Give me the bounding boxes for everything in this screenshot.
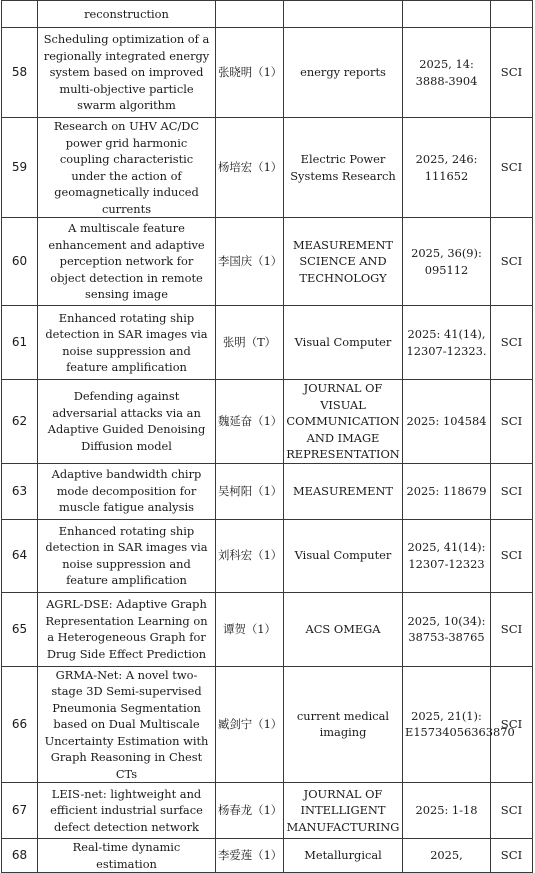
row-number: 62 bbox=[2, 380, 38, 464]
table-row bbox=[2, 1, 533, 28]
journal: JOURNAL OF VISUAL COMMUNICATION AND IMAGE REPRESENTATION bbox=[284, 380, 403, 464]
journal: JOURNAL OF INTELLIGENT MANUFACTURING bbox=[284, 783, 403, 839]
row-number: 60 bbox=[2, 218, 38, 306]
paper-title: A multiscale feature enhancement and adaptive perception network for object detection in remote sensing image bbox=[38, 218, 216, 306]
publication-info: 2025, 21(1): E15734056363870 bbox=[403, 666, 491, 783]
row-number bbox=[2, 1, 38, 28]
author: 谭贺（1） bbox=[216, 592, 284, 666]
author: 张晓明（1） bbox=[216, 28, 284, 118]
author: 李爱莲（1） bbox=[216, 839, 284, 873]
author: 臧剑宁（1） bbox=[216, 666, 284, 783]
paper-title: Enhanced rotating ship detection in SAR images via noise suppression and feature amplification bbox=[38, 519, 216, 592]
table-row bbox=[2, 218, 533, 306]
publication-info bbox=[403, 1, 491, 28]
table-row bbox=[2, 666, 533, 783]
index-type: SCI bbox=[491, 218, 533, 306]
paper-title: Enhanced rotating ship detection in SAR images via noise suppression and feature amplification bbox=[38, 306, 216, 380]
table-row bbox=[2, 783, 533, 839]
author: 张明（T） bbox=[216, 306, 284, 380]
index-type: SCI bbox=[491, 839, 533, 873]
journal: MEASUREMENT SCIENCE AND TECHNOLOGY bbox=[284, 218, 403, 306]
row-number: 61 bbox=[2, 306, 38, 380]
paper-title: reconstruction bbox=[38, 1, 216, 28]
table-row bbox=[2, 592, 533, 666]
journal: energy reports bbox=[284, 28, 403, 118]
paper-title: Research on UHV AC/DC power grid harmonic coupling characteristic under the action of geomagnetically induced currents bbox=[38, 118, 216, 218]
journal bbox=[284, 1, 403, 28]
index-type: SCI bbox=[491, 519, 533, 592]
index-type: SCI bbox=[491, 380, 533, 464]
index-type: SCI bbox=[491, 306, 533, 380]
row-number: 59 bbox=[2, 118, 38, 218]
author: 吴柯阳（1） bbox=[216, 463, 284, 519]
paper-title: Real-time dynamic estimation bbox=[38, 839, 216, 873]
publication-info: 2025: 1-18 bbox=[403, 783, 491, 839]
author bbox=[216, 1, 284, 28]
index-type: SCI bbox=[491, 463, 533, 519]
row-number: 64 bbox=[2, 519, 38, 592]
row-number: 68 bbox=[2, 839, 38, 873]
author: 李国庆（1） bbox=[216, 218, 284, 306]
author: 杨培宏（1） bbox=[216, 118, 284, 218]
table-row bbox=[2, 28, 533, 118]
table-row bbox=[2, 306, 533, 380]
author: 刘科宏（1） bbox=[216, 519, 284, 592]
index-type: SCI bbox=[491, 118, 533, 218]
journal: current medical imaging bbox=[284, 666, 403, 783]
journal: MEASUREMENT bbox=[284, 463, 403, 519]
row-number: 58 bbox=[2, 28, 38, 118]
index-type: SCI bbox=[491, 28, 533, 118]
paper-title: LEIS-net: lightweight and efficient industrial surface defect detection network bbox=[38, 783, 216, 839]
index-type: SCI bbox=[491, 666, 533, 783]
publication-info: 2025, 10(34): 38753-38765 bbox=[403, 592, 491, 666]
publication-info: 2025: 104584 bbox=[403, 380, 491, 464]
table-row bbox=[2, 519, 533, 592]
row-number: 67 bbox=[2, 783, 38, 839]
index-type: SCI bbox=[491, 592, 533, 666]
journal: Visual Computer bbox=[284, 306, 403, 380]
paper-title: Adaptive bandwidth chirp mode decomposition for muscle fatigue analysis bbox=[38, 463, 216, 519]
publication-info: 2025, bbox=[403, 839, 491, 873]
journal: Visual Computer bbox=[284, 519, 403, 592]
table-row bbox=[2, 118, 533, 218]
journal: Metallurgical bbox=[284, 839, 403, 873]
publication-info: 2025: 41(14), 12307-12323. bbox=[403, 306, 491, 380]
author: 杨春龙（1） bbox=[216, 783, 284, 839]
table-row bbox=[2, 463, 533, 519]
row-number: 66 bbox=[2, 666, 38, 783]
paper-title: Scheduling optimization of a regionally integrated energy system based on improved multi-objective particle swarm algorithm bbox=[38, 28, 216, 118]
author: 魏延奋（1） bbox=[216, 380, 284, 464]
table-row bbox=[2, 839, 533, 873]
publication-info: 2025, 41(14): 12307-12323 bbox=[403, 519, 491, 592]
row-number: 63 bbox=[2, 463, 38, 519]
paper-title: Defending against adversarial attacks via an Adaptive Guided Denoising Diffusion model bbox=[38, 380, 216, 464]
journal: ACS OMEGA bbox=[284, 592, 403, 666]
row-number: 65 bbox=[2, 592, 38, 666]
publication-table bbox=[1, 0, 533, 873]
table-row bbox=[2, 380, 533, 464]
publication-info: 2025, 246: 111652 bbox=[403, 118, 491, 218]
publication-info: 2025, 36(9): 095112 bbox=[403, 218, 491, 306]
publication-info: 2025, 14: 3888-3904 bbox=[403, 28, 491, 118]
index-type bbox=[491, 1, 533, 28]
index-type: SCI bbox=[491, 783, 533, 839]
publication-info: 2025: 118679 bbox=[403, 463, 491, 519]
journal: Electric Power Systems Research bbox=[284, 118, 403, 218]
paper-title: GRMA-Net: A novel two-stage 3D Semi-supervised Pneumonia Segmentation based on Dual Multiscale Uncertainty Estimation with Graph Reasoning in Chest CTs bbox=[38, 666, 216, 783]
paper-title: AGRL-DSE: Adaptive Graph Representation Learning on a Heterogeneous Graph for Drug Side Effect Prediction bbox=[38, 592, 216, 666]
